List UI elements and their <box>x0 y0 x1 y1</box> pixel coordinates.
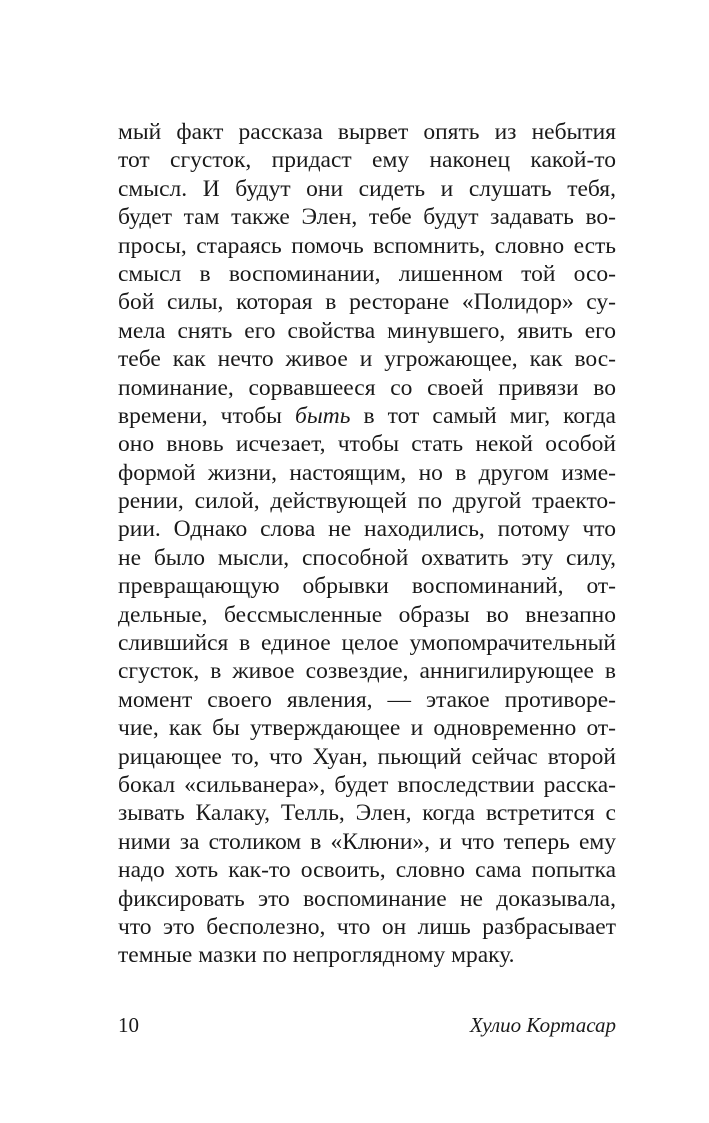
text-line: не было мысли, способной охватить эту силу, <box>118 544 616 571</box>
text-line: ними за столиком в «Клюни», и что теперь ему <box>118 828 616 855</box>
text-line: превращающую обрывки воспоминаний, от- <box>118 573 616 600</box>
text-line: формой жизни, настоящим, но в другом изме- <box>118 459 616 486</box>
text-line: рении, силой, действующей по другой траекто- <box>118 488 616 515</box>
text-line-with-emphasis <box>118 402 616 430</box>
text-line: поминание, сорвавшееся со своей привязи во <box>118 374 616 401</box>
text-line: бокал «сильванера», будет впоследствии расска- <box>118 771 616 798</box>
running-head-author: Хулио Кортасар <box>469 1013 616 1037</box>
text-line: надо хоть как-то освоить, словно сама попытка <box>118 857 616 884</box>
text-line: просы, стараясь помочь вспомнить, словно есть <box>118 232 616 259</box>
text-line: чие, как бы утверждающее и одновременно от- <box>118 715 616 742</box>
text-line: оно вновь исчезает, чтобы стать некой особой <box>118 431 616 458</box>
text-line: зывать Калаку, Телль, Элен, когда встретится с <box>118 800 616 827</box>
emphasized-word: быть <box>295 402 351 429</box>
page-number: 10 <box>118 1013 139 1037</box>
text-line: мела снять его свойства минувшего, явить его <box>118 317 616 344</box>
text-line: смысл в воспоминании, лишенном той осо- <box>118 260 616 287</box>
text-line: рии. Однако слова не находились, потому что <box>118 516 616 543</box>
text-line: мый факт рассказа вырвет опять из небытия <box>118 119 616 145</box>
text-line: дельные, бессмысленные образы во внезапно <box>118 601 616 628</box>
text-line: фиксировать это воспоминание не доказывала, <box>118 885 616 912</box>
text-line: бой силы, которая в ресторане «Полидор» су- <box>118 289 616 316</box>
text-line: что это бесполезно, что он лишь разбрасывает <box>118 913 616 940</box>
text-line: момент своего явления, — этакое противоре- <box>118 686 616 713</box>
text-line: слившийся в единое целое умопомрачительный <box>118 630 616 657</box>
text-line-last: темные мазки по непроглядному мраку. <box>118 942 515 969</box>
body-text <box>118 118 616 970</box>
text-segment: времени, чтобы <box>118 402 295 429</box>
text-line: тот сгусток, придаст ему наконец какой-то <box>118 147 616 174</box>
page-footer <box>118 1013 616 1043</box>
text-line: сгусток, в живое созвездие, аннигилирующее в <box>118 658 616 685</box>
text-line: тебе как нечто живое и угрожающее, как вос- <box>118 346 616 373</box>
text-line: будет там также Элен, тебе будут задавать во- <box>118 204 616 231</box>
text-line: смысл. И будут они сидеть и слушать тебя, <box>118 175 616 202</box>
text-segment: в тот самый миг, когда <box>350 402 616 429</box>
text-line: рицающее то, что Хуан, пьющий сейчас второй <box>118 743 616 770</box>
